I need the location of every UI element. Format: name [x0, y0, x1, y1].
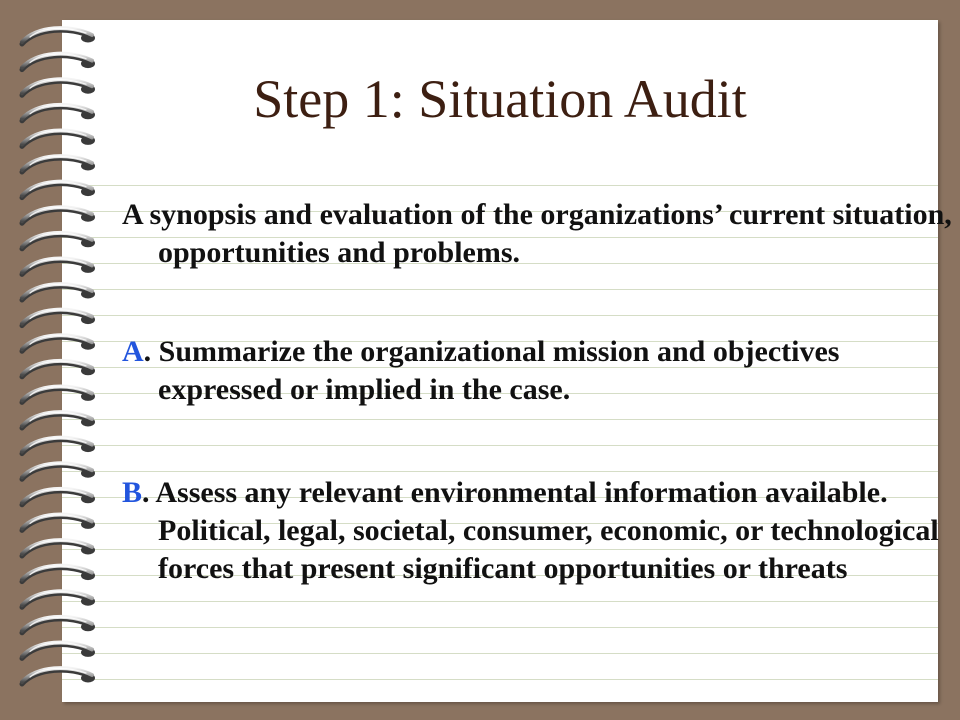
- spiral-coil: [22, 514, 95, 530]
- spiral-coil: [22, 668, 95, 684]
- spiral-coil: [22, 182, 95, 198]
- intro-paragraph: A synopsis and evaluation of the organizations’ current situation, opportunities and problems.: [122, 198, 952, 269]
- spiral-coil: [22, 207, 95, 223]
- spiral-coil: [22, 130, 95, 146]
- spiral-coil: [22, 617, 95, 633]
- spiral-coil: [22, 540, 95, 556]
- spiral-coil: [22, 412, 95, 428]
- spiral-coil: [22, 463, 95, 479]
- spiral-coil: [22, 386, 95, 402]
- spiral-coil: [22, 361, 95, 377]
- spiral-coil: [22, 284, 95, 300]
- point-a: [122, 333, 960, 409]
- spiral-coil: [22, 258, 95, 274]
- spiral-coil: [22, 438, 95, 454]
- spiral-coil: [22, 233, 95, 249]
- point-a-text: . Summarize the organizational mission and objectives expressed or implied in the case.: [143, 335, 840, 406]
- point-a-marker: A: [122, 335, 144, 368]
- point-b-text: . Assess any relevant environmental information available. Political, legal, societal, consumer, economic, or technological forces that present significant opportunities or threats: [142, 476, 939, 585]
- page-title: Step 1: Situation Audit: [253, 69, 747, 129]
- spiral-coil: [22, 28, 95, 44]
- spiral-coil: [22, 156, 95, 172]
- spiral-coil: [22, 54, 95, 70]
- spiral-coil: [22, 566, 95, 582]
- spiral-coil: [22, 642, 95, 658]
- spiral-coil: [22, 335, 95, 351]
- spiral-coil: [22, 591, 95, 607]
- spiral-coil: [22, 310, 95, 326]
- point-b-marker: B: [122, 476, 143, 509]
- spiral-coil: [22, 489, 95, 505]
- point-b: [122, 474, 960, 588]
